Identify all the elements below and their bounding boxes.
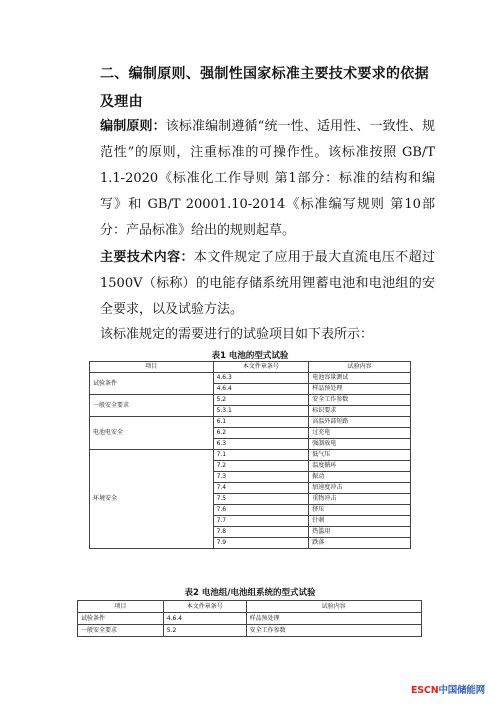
table1-item-cell: 试验条件 — [90, 373, 214, 395]
escn-watermark-logo — [411, 682, 493, 696]
table2-header-content: 试验内容 — [246, 601, 421, 613]
table2 — [77, 600, 422, 637]
table1-header-clause: 本文件章条号 — [213, 362, 309, 373]
table2-header-clause: 本文件章条号 — [163, 601, 246, 613]
table1-clause-cell: 4.6.4 — [213, 384, 309, 395]
table1-clause-cell: 7.3 — [213, 472, 309, 483]
table1-clause-cell: 6.1 — [213, 417, 309, 428]
table1-header-row — [90, 362, 411, 373]
principle-paragraph — [100, 114, 435, 244]
content-text: 本文件规定了应用于最大直流电压不超过1500V（标称）的电能存储系统用锂蓄电池和电池组的安全要求，以及试验方法。 — [100, 250, 435, 317]
table1-content-cell: 挤压 — [309, 505, 411, 516]
table2-content-cell: 安全工作参数 — [246, 625, 421, 637]
table1-caption: 表1 电池的型式试验 — [211, 351, 289, 361]
table1-content-cell: 标识要求 — [309, 406, 411, 417]
table2-clause-cell: 5.2 — [163, 625, 246, 637]
table-row — [90, 373, 411, 384]
table2-item-cell: 一般安全要求 — [78, 625, 164, 637]
table1-content-cell: 样品预处理 — [309, 384, 411, 395]
table1-header-content: 试验内容 — [309, 362, 411, 373]
table1-content-cell: 重物冲击 — [309, 494, 411, 505]
table1-content-cell: 温度循环 — [309, 461, 411, 472]
principle-label: 编制原则： — [100, 119, 166, 134]
table-row — [78, 625, 422, 637]
table1-body — [90, 373, 411, 549]
table1-content-cell: 过充电 — [309, 428, 411, 439]
table1-content-cell: 振动 — [309, 472, 411, 483]
table-row — [78, 613, 422, 625]
table1-content-cell: 安全工作参数 — [309, 395, 411, 406]
table1-clause-cell: 7.8 — [213, 527, 309, 538]
table1-content-cell: 低气压 — [309, 450, 411, 461]
table2-header-item: 项目 — [78, 601, 164, 613]
intro-paragraph — [100, 322, 435, 348]
intro-text: 该标准规定的需要进行的试验项目如下表所示： — [100, 327, 374, 342]
table1-clause-cell: 7.9 — [213, 538, 309, 549]
table1-item-cell: 环境安全 — [90, 450, 214, 549]
table1-clause-cell: 4.6.3 — [213, 373, 309, 384]
table1-clause-cell: 5.3.1 — [213, 406, 309, 417]
table2-body — [78, 613, 422, 637]
table1 — [89, 361, 411, 549]
table1-clause-cell: 6.3 — [213, 439, 309, 450]
table1-content-cell: 针刺 — [309, 516, 411, 527]
table1-content-cell: 热滥用 — [309, 527, 411, 538]
table1-clause-cell: 7.1 — [213, 450, 309, 461]
logo-escn: ESCN — [411, 685, 439, 696]
table1-content-cell: 高温外部短路 — [309, 417, 411, 428]
table-row — [90, 417, 411, 428]
section-heading: 二、编制原则、强制性国家标准主要技术要求的依据及理由 — [100, 66, 429, 110]
table1-item-cell: 电池电安全 — [90, 417, 214, 450]
table1-content-cell: 电池容量测试 — [309, 373, 411, 384]
table1-clause-cell: 5.2 — [213, 395, 309, 406]
content-paragraph — [100, 245, 435, 323]
table1-clause-cell: 7.7 — [213, 516, 309, 527]
table-row — [90, 395, 411, 406]
table1-clause-cell: 7.4 — [213, 483, 309, 494]
table1-item-cell: 一般安全要求 — [90, 395, 214, 417]
principle-text: 该标准编制遵循“统一性、适用性、一致性、规范性”的原则，注重标准的可操作性。该标准按照 GB/T 1.1-2020《标准化工作导则 第1部分：标准的结构和编写》和 GB/T 20001.10-2014《标准编写规则 第10部分：产品标准》给出的规则起草。 — [100, 119, 435, 238]
table1-content-cell: 跌落 — [309, 538, 411, 549]
logo-cn-name: 中国储能网 — [438, 685, 485, 696]
table1-content-cell: 加速度冲击 — [309, 483, 411, 494]
table2-caption: 表2 电池组/电池组系统的型式试验 — [184, 588, 316, 598]
table1-clause-cell: 7.6 — [213, 505, 309, 516]
table1-clause-cell: 7.5 — [213, 494, 309, 505]
table-row — [90, 450, 411, 461]
table2-item-cell: 试验条件 — [78, 613, 164, 625]
table1-clause-cell: 7.2 — [213, 461, 309, 472]
table2-clause-cell: 4.6.4 — [163, 613, 246, 625]
table2-header-row — [78, 601, 422, 613]
table2-content-cell: 样品预处理 — [246, 613, 421, 625]
table1-content-cell: 强制放电 — [309, 439, 411, 450]
table1-clause-cell: 6.2 — [213, 428, 309, 439]
table1-header-item: 项目 — [90, 362, 214, 373]
content-label: 主要技术内容： — [100, 250, 194, 265]
